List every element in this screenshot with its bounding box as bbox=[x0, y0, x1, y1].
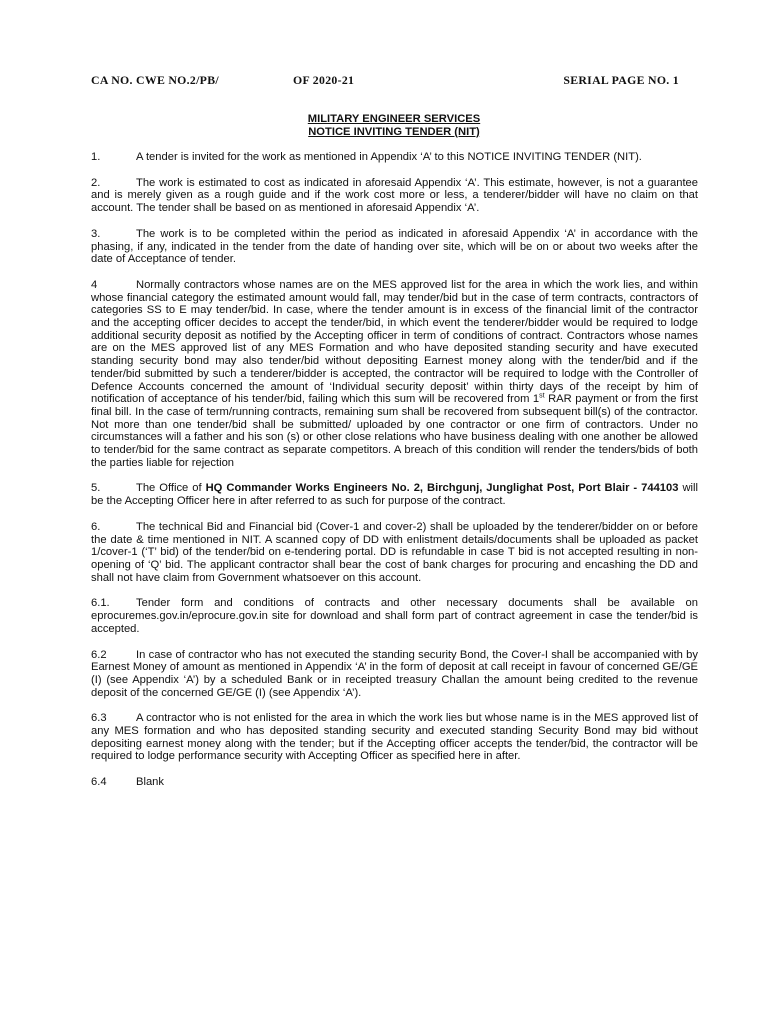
paragraph-number: 1. bbox=[91, 151, 101, 163]
paragraph-6-3 bbox=[91, 712, 698, 763]
title-line-2: NOTICE INVITING TENDER (NIT) bbox=[308, 125, 480, 138]
paragraph-text: In case of contractor who has not executed the standing security Bond, the Cover-I shall be accompanied with by Earnest Money of amount as mentioned in Appendix ‘A’ in the form of deposit at call receipt in favour of concerned GE/GE (I) (see Appendix ‘A’) by a scheduled Bank or in receipted treasury Challan the amount being credited to the revenue deposit of the concerned GE/GE (I) (see Appendix ‘A’). bbox=[91, 648, 698, 699]
paragraph-number: 6.2 bbox=[91, 648, 107, 661]
contract-year: OF 2020-21 bbox=[293, 73, 355, 87]
paragraph-number: 2. bbox=[91, 176, 101, 189]
paragraph-text: Normally contractors whose names are on the MES approved list for the area in which the work lies, and within whose financial category the estimated amount would fall, may tender/bid but in the case of term contracts, contractors of categories SS to E may tender/bid. In case, where the tender amount is in excess of the financial limit of the contractor and the accepting officer decides to accept the tender/bid, in which event the tenderer/bidder would be required to lodge additional security deposit as notified by the Accepting officer in term of conditions of contract. Contractors whose names are on the MES approved list of any MES Formation and who have deposited standing security and have executed standing security bond may also tender/bid without depositing Earnest money along with the tender/bid and if the tender/bid submitted by such a tenderer/bidder is accepted, the contractor will be required to lodge with the Controller of Defence Accounts concerned the amount of ‘Individual security deposit’ within thirty days of the receipt by him of notification of acceptance of his tender/bid, failing which this sum will be recovered from 1 bbox=[91, 278, 698, 406]
document-title bbox=[91, 113, 697, 138]
paragraph-number: 4 bbox=[91, 278, 98, 291]
paragraph-6-2 bbox=[91, 649, 698, 700]
paragraph-5 bbox=[91, 482, 698, 507]
paragraph-number: 6. bbox=[91, 520, 101, 533]
paragraph-text-continued: RAR payment or from the first final bill. In the case of term/running contracts, remaining sum shall be recovered from subsequent bill(s) of the contractor. Not more than one tender/bid shall be submitted/ uploaded by one contractor or one firm of contractors. Under no circumstances will a father and his son (s) or other close relations who have business dealing with one another be allowed to tender/bid for the same contract as separate competitors. A breach of this condition will render the tenders/bids of both the parties liable for rejection bbox=[91, 393, 698, 469]
paragraph-text: A tender is invited for the work as mentioned in Appendix ‘A’ to this NOTICE INVITING TENDER (NIT). bbox=[136, 151, 642, 163]
paragraph-text: The technical Bid and Financial bid (Cover-1 and cover-2) shall be uploaded by the tenderer/bidder on or before the date & time mentioned in NIT. A scanned copy of DD with enlistment details/documents shall be uploaded as packet 1/cover-1 (‘T’ bid) of the tender/bid on e-tendering portal. DD is refundable in case T bid is not accepted resulting in non-opening of ‘Q’ bid. The applicant contractor shall bear the cost of bank charges for procuring and encashing the DD and shall not have claim from Government whatsoever on this account. bbox=[91, 520, 698, 584]
paragraph-4 bbox=[91, 279, 698, 470]
paragraph-text: The work is to be completed within the period as indicated in aforesaid Appendix ‘A’ in accordance with the phasing, if any, indicated in the tender from the date of handing over site, which will be on or about two weeks after the date of Acceptance of tender. bbox=[91, 227, 698, 266]
accepting-officer-address: HQ Commander Works Engineers No. 2, Birchgunj, Junglighat Post, Port Blair - 744103 bbox=[205, 482, 679, 495]
paragraph-text: The work is estimated to cost as indicated in aforesaid Appendix ‘A’. This estimate, however, is not a guarantee and is merely given as a rough guide and if the work cost more or less, a tenderer/bidder will have no claim on that account. The tender shall be based on as mentioned in aforesaid Appendix ‘A’. bbox=[91, 176, 698, 215]
paragraph-6-4 bbox=[91, 776, 698, 789]
paragraph-6-1 bbox=[91, 597, 698, 635]
title-line-1: MILITARY ENGINEER SERVICES bbox=[307, 113, 481, 125]
paragraph-text: A contractor who is not enlisted for the area in which the work lies but whose name is in the MES approved list of any MES formation and who has deposited standing security and executed standing Security Bond may bid without depositing earnest money along with the tender; but if the Accepting officer accepts the tender/bid, the contractor will be required to lodge performance security with Accepting Officer as specified here in after. bbox=[91, 712, 698, 763]
paragraph-text: The Office of bbox=[136, 482, 206, 495]
paragraph-text-continued: will be the Accepting Officer here in after referred to as such for purpose of the contract. bbox=[91, 482, 698, 508]
paragraph-1 bbox=[91, 151, 698, 164]
serial-page-number: SERIAL PAGE NO. 1 bbox=[563, 73, 679, 87]
paragraph-number: 6.1. bbox=[91, 597, 110, 610]
paragraph-number: 3. bbox=[91, 227, 101, 240]
document-header bbox=[91, 74, 679, 88]
paragraph-2 bbox=[91, 177, 698, 215]
superscript: st bbox=[539, 392, 545, 400]
paragraph-number: 6.4 bbox=[91, 776, 107, 789]
paragraph-3 bbox=[91, 228, 698, 266]
paragraph-number: 5. bbox=[91, 482, 101, 495]
document-body bbox=[91, 151, 698, 802]
paragraph-text: Tender form and conditions of contracts and other necessary documents shall be available on eprocuremes.gov.in/eprocure.gov.in site for download and shall form part of contract agreement in case the tender/bid is accepted. bbox=[91, 597, 698, 635]
paragraph-number: 6.3 bbox=[91, 712, 107, 725]
paragraph-text: Blank bbox=[136, 776, 164, 789]
contract-number: CA NO. CWE NO.2/PB/ bbox=[91, 73, 219, 87]
paragraph-6 bbox=[91, 521, 698, 585]
